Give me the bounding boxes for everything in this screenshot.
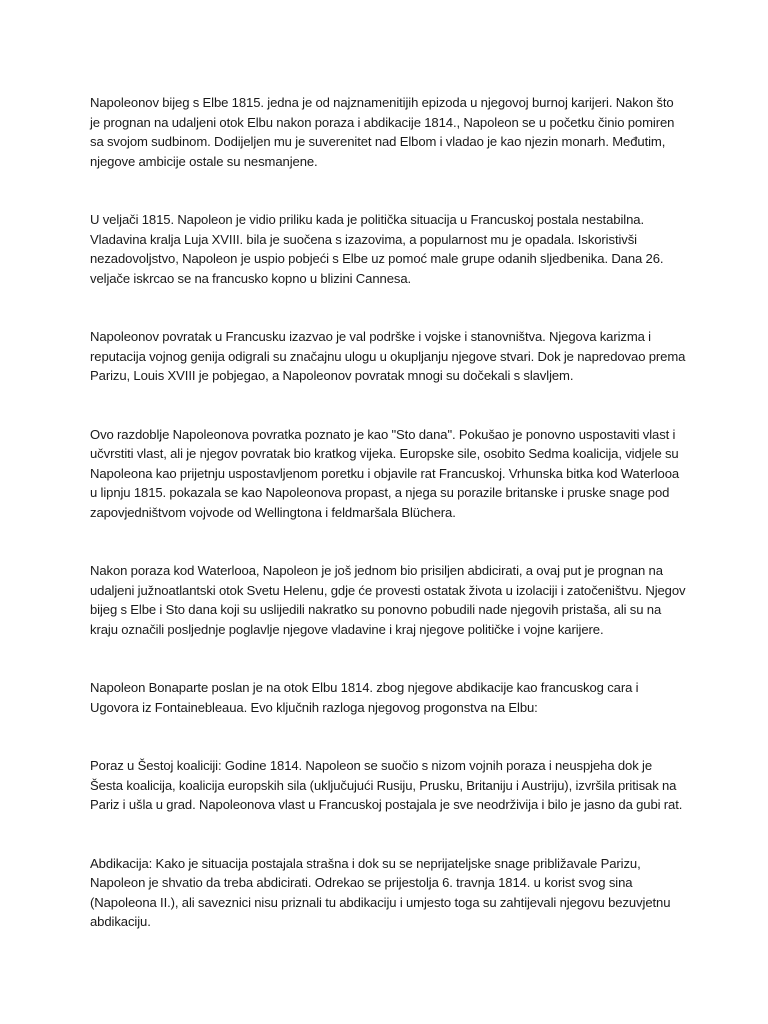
document-body <box>90 93 686 932</box>
paragraph-abdication: Abdikacija: Kako je situacija postajala strašna i dok su se neprijateljske snage približavale Parizu, Napoleon je shvatio da treba abdicirati. Odrekao se prijestolja 6. travnja 1814. u korist svog sina (Napoleona II.), ali saveznici nisu priznali tu abdikaciju i umjesto toga su zahtijevali njegovu bezuvjetnu abdikaciju. <box>90 855 671 929</box>
paragraph-escape-from-elba: Napoleonov bijeg s Elbe 1815. jedna je od najznamenitijih epizoda u njegovoj burnoj karijeri. Nakon što je prognan na udaljeni otok Elbu nakon poraza i abdikacije 1814., Napoleon se u početku činio pomiren sa svojom sudbinom. Dodijeljen mu je suverenitet nad Elbom i vladao je kao njezin monarh. Međutim, njegove ambicije ostale su nesmanjene. <box>90 95 675 169</box>
paragraph-sixth-coalition: Poraz u Šestoj koaliciji: Godine 1814. Napoleon se suočio s nizom vojnih poraza i neuspjeha dok je Šesta koalicija, koalicija europskih sila (uključujući Rusiju, Prusku, Britaniju i Austriju), izvršila pritisak na Pariz i ušla u grad. Napoleonova vlast u Francuskoj postajala je sve neodrživija i bilo je jasno da gubi rat. <box>90 758 683 812</box>
paragraph-return-to-france: Napoleonov povratak u Francusku izazvao je val podrške i vojske i stanovništva. Njegova karizma i reputacija vojnog genija odigrali su značajnu ulogu u okupljanju njegove stvari. Dok je napredovao prema Parizu, Louis XVIII je pobjegao, a Napoleonov povratak mnogi su dočekali s slavljem. <box>90 329 686 383</box>
paragraph-exile-reasons-intro: Napoleon Bonaparte poslan je na otok Elbu 1814. zbog njegove abdikacije kao francuskog cara i Ugovora iz Fontainebleaua. Evo ključnih razloga njegovog progonstva na Elbu: <box>90 680 639 715</box>
paragraph-hundred-days: Ovo razdoblje Napoleonova povratka poznato je kao "Sto dana". Pokušao je ponovno uspostaviti vlast i učvrstiti vlast, ali je njegov povratak bio kratkog vijeka. Europske sile, osobito Sedma koalicija, vidjele su Napoleona kao prijetnju uspostavljenom poretku i objavile rat Francuskoj. Vrhunska bitka kod Waterlooa u lipnju 1815. pokazala se kao Napoleonova propast, a njega su porazile britanske i pruske snage pod zapovjedništvom vojvode od Wellingtona i feldmaršala Blüchera. <box>90 426 680 520</box>
paragraph-after-waterloo: Nakon poraza kod Waterlooa, Napoleon je još jednom bio prisiljen abdicirati, a ovaj put je prognan na udaljeni južnoatlantski otok Svetu Helenu, gdje će provesti ostatak života u izolaciji i zatočeništvu. Njegov bijeg s Elbe i Sto dana koji su uslijedili nakratko su ponovno pobudili nade njegovih pristaša, ali su na kraju označili posljednje poglavlje njegove vladavine i kraj njegove političke i vojne karijere. <box>90 563 686 637</box>
paragraph-february-1815: U veljači 1815. Napoleon je vidio priliku kada je politička situacija u Francuskoj postala nestabilna. Vladavina kralja Luja XVIII. bila je suočena s izazovima, a popularnost mu je opadala. Iskoristivši nezadovoljstvo, Napoleon je uspio pobjeći s Elbe uz pomoć male grupe odanih sljedbenika. Dana 26. veljače iskrcao se na francusko kopno u blizini Cannesa. <box>90 212 664 286</box>
